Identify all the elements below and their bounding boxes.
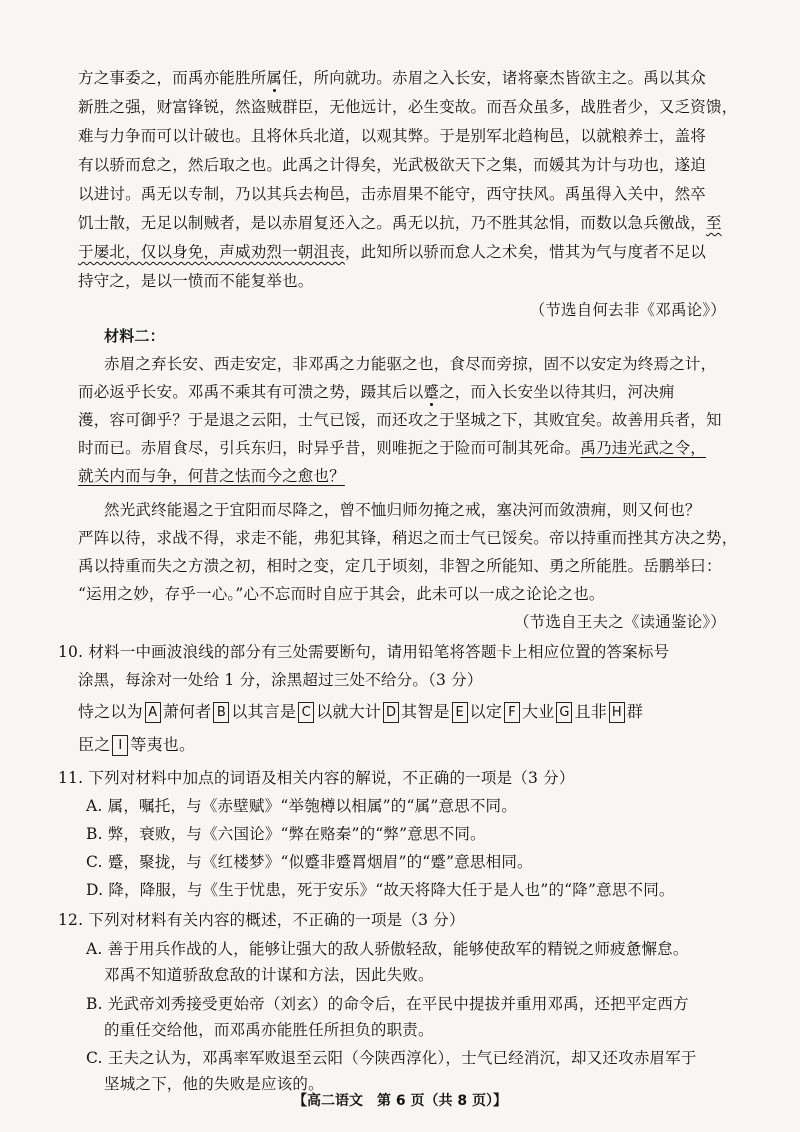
material2-p1-line-3: 濩，容可御乎？于是退之云阳，士气已馁，而还攻之于坚城之下，其败宜矣。故善用兵者，知 bbox=[78, 411, 722, 429]
break-option-a[interactable]: A bbox=[145, 702, 161, 723]
break-option-d[interactable]: D bbox=[383, 702, 399, 723]
material1-line-4: 有以骄而怠之，然后取之也。此禹之计得矣，光武极欲天下之集，而媛其为计与功也，遂迫 bbox=[78, 156, 707, 174]
material2-p1-line-1: 赤眉之弃长安、西走安定，非邓禹之力能驱之也，食尽而旁掠，固不以安定为终焉之计， bbox=[104, 355, 717, 373]
material2-p1-line-5: 就关内而与争，何昔之怯而今之愈也？ bbox=[78, 467, 345, 485]
q11-option-b[interactable]: B. 弊，衰败，与《六国论》“弊在赂秦”的“弊”意思不同。 bbox=[86, 825, 486, 843]
material1-line-7: 于屡北，仅以身免，声威劝烈一朝沮丧，此知所以骄而怠人之术矣，惜其为气与度者不足以 bbox=[78, 243, 707, 261]
q10-sentence-line-2: 臣之 I 等夷也。 bbox=[78, 735, 196, 754]
wavy-underline-segment: 于屡北，仅以身免，声威劝烈一朝沮丧 bbox=[78, 243, 345, 261]
material2-p1-line-2: 而必返乎长安。邓禹不乘其有可溃之势，蹑其后以蹙之，而入长安坐以待其归，河决痈 bbox=[78, 383, 675, 401]
q11-stem: 11. 下列对材料中加点的词语及相关内容的解说，不正确的一项是（3 分） bbox=[58, 769, 575, 787]
material1-line-3: 难与力争而可以计破也。且将休兵北道，以观其弊。于是别军北趋栒邑，以就粮养士，盖将 bbox=[78, 127, 707, 145]
material2-p2-line-4: “运用之妙，存乎一心。”心不忘而时自应于其会，此未可以一成之论论之也。 bbox=[78, 585, 605, 603]
break-option-g[interactable]: G bbox=[556, 702, 572, 723]
break-option-f[interactable]: F bbox=[504, 702, 520, 723]
material1-line-5: 以进讨。禹无以专制，乃以其兵去栒邑，击赤眉果不能守，西守扶风。禹虽得入关中，然卒 bbox=[78, 185, 707, 203]
q12-option-a[interactable]: A. 善于用兵作战的人，能够让强大的敌人骄傲轻敌，能够使敌军的精锐之师疲惫懈怠。 bbox=[86, 940, 689, 958]
q12-option-b-cont: 的重任交给他，而邓禹亦能胜任所担负的职责。 bbox=[104, 1021, 434, 1039]
break-option-h[interactable]: H bbox=[609, 702, 625, 723]
material2-source: （节选自王夫之《读通鉴论》） bbox=[513, 613, 726, 631]
q12-option-a-cont: 邓禹不知道骄敌怠敌的计谋和方法，因此失败。 bbox=[104, 966, 434, 984]
q11-option-a[interactable]: A. 属，嘱托，与《赤壁赋》“举匏樽以相属”的“属”意思不同。 bbox=[86, 797, 517, 815]
material2-p2-line-3: 禹以持重而失之方溃之初，相时之变，定几于顷刻，非智之所能知、勇之所能胜。岳鹏举曰： bbox=[78, 557, 722, 575]
material1-line-8: 持守之，是以一愤而不能复举也。 bbox=[78, 272, 314, 290]
q12-stem: 12. 下列对材料有关内容的概述，不正确的一项是（3 分） bbox=[58, 911, 465, 929]
q11-option-d[interactable]: D. 降，降服，与《生于忧患，死于安乐》“故天将降大任于是人也”的“降”意思不同。 bbox=[86, 881, 675, 899]
material1-line-6: 饥士散，无足以制贼者，是以赤眉复还入之。禹无以抗，乃不胜其忿悁，而数以急兵徼战，至 bbox=[78, 214, 722, 232]
material1-source: （节选自何去非《邓禹论》） bbox=[529, 301, 726, 319]
underlined-sentence: 禹乃违光武之令， bbox=[580, 439, 707, 457]
q11-option-c[interactable]: C. 蹙，聚拢，与《红楼梦》“似蹙非蹙罥烟眉”的“蹙”意思相同。 bbox=[86, 853, 533, 871]
q10-stem-line-1: 10. 材料一中画波浪线的部分有三处需要断句，请用铅笔将答题卡上相应位置的答案标号 bbox=[58, 643, 670, 661]
material2-p1-line-4: 时而已。赤眉食尽，引兵东归，时异乎昔，则唯扼之于险而可制其死命。禹乃违光武之令， bbox=[78, 439, 707, 457]
break-option-i[interactable]: I bbox=[112, 735, 128, 756]
material2-heading: 材料二： bbox=[104, 327, 165, 345]
material2-p2-line-1: 然光武终能遏之于宜阳而尽降之，曾不恤归师勿掩之戒，塞决河而敛溃痈，则又何也？ bbox=[104, 501, 701, 519]
q12-option-b[interactable]: B. 光武帝刘秀接受更始帝（刘玄）的命令后，在平民中提拔并重用邓禹，还把平定西方 bbox=[86, 995, 689, 1013]
q10-sentence-line-1: 恃之以为 A 萧何者 B 以其言是 C 以就大计 D 其智是 E 以定 F 大业 G 且非 H 群 bbox=[78, 702, 644, 721]
page-footer: 【高二语文 第 6 页（共 8 页）】 bbox=[293, 1093, 507, 1109]
dotted-word-shu: 属 bbox=[266, 69, 283, 87]
material1-line-2: 新胜之强，财富锋锐，然盗贼群臣，无他远计，必生变故。而吾众虽多，战胜者少，又乏资馈， bbox=[78, 98, 738, 116]
material1-line-1: 方之事委之，而禹亦能胜所属任，所向就功。赤眉之入长安，诸将豪杰皆欲主之。禹以其众 bbox=[78, 69, 707, 87]
q10-stem-line-2: 涂黑，每涂对一处给 1 分，涂黑超过三处不给分。（3 分） bbox=[78, 671, 483, 689]
break-option-e[interactable]: E bbox=[452, 702, 468, 723]
break-option-c[interactable]: C bbox=[298, 702, 314, 723]
q12-option-c-cont: 坚城之下，他的失败是应该的。 bbox=[104, 1075, 324, 1093]
dotted-word-cu: 蹙 bbox=[423, 383, 440, 401]
q12-option-c[interactable]: C. 王夫之认为，邓禹率军败退至云阳（今陕西淳化），士气已经消沉，却又还攻赤眉军于 bbox=[86, 1049, 697, 1067]
break-option-b[interactable]: B bbox=[213, 702, 229, 723]
material2-p2-line-2: 严阵以待，求战不得，求走不能，弗犯其锋，稍迟之而士气已馁矣。帝以持重而挫其方决之势， bbox=[78, 529, 738, 547]
